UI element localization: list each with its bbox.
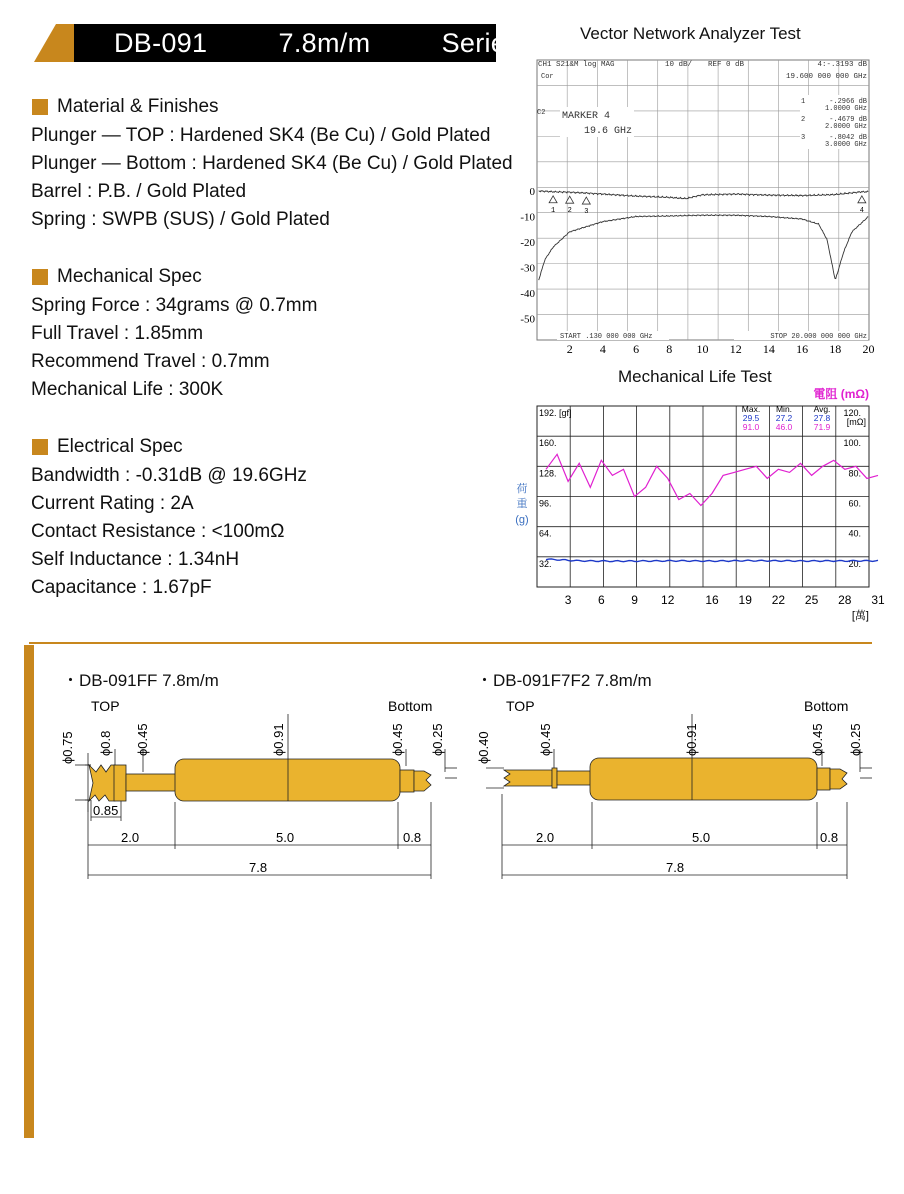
bullet-square-icon (32, 269, 48, 285)
probe-body (504, 758, 847, 800)
bottom-tip (830, 769, 847, 789)
dim-label: ϕ0.45 (538, 723, 553, 756)
life-left-ticks (539, 408, 572, 569)
life-left-tick: 128. (539, 468, 557, 479)
vna-marker-db: -.8042 dB (829, 134, 867, 142)
barrel (175, 759, 400, 801)
spec-line: Plunger — Bottom : Hardened SK4 (Be Cu) / Gold Plated (31, 153, 513, 174)
crown-tip (89, 765, 115, 801)
vna-y-tick: -50 (520, 313, 535, 326)
vna-x-tick: 6 (633, 342, 640, 356)
spec-line: Mechanical Life : 300K (31, 379, 224, 400)
vna-header-scale: 10 dB/ (665, 61, 693, 69)
spec-line: Spring : SWPB (SUS) / Gold Plated (31, 209, 330, 230)
vna-marker-db: -.4679 dB (829, 116, 867, 124)
dim-label: 0.85 (93, 803, 119, 818)
bottom-tip (414, 771, 431, 791)
life-right-tick: 20. (848, 558, 861, 569)
marker-arrow-icon (582, 197, 590, 204)
section-divider (29, 642, 872, 644)
vna-x-tick: 8 (666, 342, 673, 356)
vna-chart-title: Vector Network Analyzer Test (580, 24, 801, 43)
top-plunger-shaft (126, 774, 178, 791)
top-step (552, 768, 557, 788)
life-right-ticks (843, 408, 866, 569)
barrel (590, 758, 817, 800)
dim-label: 0.8 (403, 830, 422, 845)
dim-label: ϕ0.40 (476, 731, 491, 764)
life-left-tick: 192. [gf] (539, 408, 572, 418)
life-x-tick: 3 (564, 593, 572, 607)
life-x-tick: 9 (631, 593, 638, 607)
vna-marker-db: -.2966 dB (829, 98, 867, 106)
life-stats-magenta: 71.9 (813, 422, 831, 432)
bottom-plunger (817, 768, 830, 790)
dim-label: ϕ0.25 (848, 723, 863, 756)
variant-title-f7f2: ・DB-091F7F2 7.8m/m (476, 671, 652, 690)
top-collar (114, 765, 126, 801)
dim-label: ϕ0.8 (98, 730, 113, 756)
marker-arrow-icon (858, 196, 866, 203)
label-top: TOP (506, 698, 535, 714)
vna-x-tick: 18 (829, 342, 842, 356)
bullet-square-icon (32, 439, 48, 455)
variant-title-ff: ・DB-091FF 7.8m/m (62, 671, 219, 690)
dim-label: ϕ0.45 (810, 723, 825, 756)
vna-header-ref: REF 0 dB (708, 61, 745, 69)
vna-marker-freq-val: 3.0000 GHz (824, 141, 867, 149)
vna-y-tick: -30 (520, 262, 535, 275)
page-title: DB-091 7.8m/m Series (114, 28, 520, 58)
probe-drawing-f7f2 (472, 694, 882, 889)
life-stats-magenta: 91.0 (742, 422, 760, 432)
life-left-axis-title: 重 (516, 498, 528, 510)
dim-label: ϕ0.91 (684, 723, 699, 756)
life-stats-blue: 27.2 (775, 413, 793, 423)
life-left-tick: 64. (539, 528, 552, 539)
life-chart (508, 386, 885, 624)
life-x-tick: 19 (738, 593, 752, 607)
vna-x-tick: 4 (599, 342, 606, 356)
life-stats (742, 404, 831, 432)
dim-label: 7.8 (666, 860, 685, 875)
spec-line: Bandwidth : -0.31dB @ 19.6GHz (31, 465, 307, 486)
dim-label: 5.0 (692, 830, 711, 845)
life-left-tick: 32. (539, 558, 552, 569)
vna-y-tick: -20 (520, 237, 535, 249)
spec-line: Spring Force : 34grams @ 0.7mm (31, 295, 318, 316)
spec-line: Recommend Travel : 0.7mm (31, 351, 270, 372)
section-title-electrical: Electrical Spec (32, 436, 183, 458)
vna-trace-s11 (539, 215, 869, 280)
vna-header-marker: 4:-.3193 dB (817, 61, 867, 69)
dim-label: 7.8 (249, 860, 268, 875)
life-chart-title: Mechanical Life Test (618, 367, 772, 386)
dim-label: ϕ0.45 (390, 723, 405, 756)
life-stats-blue: 29.5 (742, 413, 760, 423)
vna-c2: C2 (537, 109, 546, 117)
life-right-tick: 100. (843, 438, 861, 449)
life-x-tick: 16 (705, 593, 719, 607)
life-stats-header: Avg. (813, 404, 831, 414)
spec-line: Plunger — TOP : Hardened SK4 (Be Cu) / Gold Plated (31, 125, 491, 146)
top-plunger-shaft (557, 771, 595, 785)
vna-marker-freq-val: 2.0000 GHz (824, 123, 867, 131)
section-title-material: Material & Finishes (32, 96, 219, 118)
vna-marker-id: 1 (801, 98, 806, 106)
vna-marker-number: 2 (567, 207, 572, 216)
life-left-tick: 96. (539, 498, 552, 509)
vna-marker-label: MARKER 4 (562, 111, 611, 122)
life-right-axis-title: 電阻 (mΩ) (813, 387, 869, 401)
vna-marker-number: 3 (584, 208, 589, 217)
vna-y-tick: -10 (520, 211, 535, 224)
vna-marker-number: 4 (859, 206, 864, 215)
vna-chart (510, 55, 880, 355)
title-bar (34, 24, 520, 62)
vna-marker-id: 2 (801, 116, 806, 124)
vna-marker-freq-val: 1.0000 GHz (824, 105, 867, 113)
dim-label: ϕ0.25 (430, 723, 445, 756)
marker-arrow-icon (549, 196, 557, 203)
spec-line: Barrel : P.B. / Gold Plated (31, 181, 247, 202)
label-bottom: Bottom (388, 698, 433, 714)
label-top: TOP (91, 698, 120, 714)
life-left-axis-title: (g) (515, 514, 529, 526)
spec-line: Contact Resistance : <100mΩ (31, 521, 285, 542)
life-x-tick: 31 (871, 593, 885, 607)
vna-x-tick: 2 (566, 342, 573, 356)
life-x-tick: 22 (771, 593, 786, 607)
dim-label: ϕ0.75 (60, 731, 75, 764)
life-stats-magenta: 46.0 (775, 422, 793, 432)
life-left-axis-title: 荷 (516, 483, 528, 495)
vna-start-label: START .130 000 000 GHz (560, 333, 653, 341)
life-trace-force (546, 559, 878, 562)
bottom-plunger (400, 770, 414, 792)
vna-x-tick: 14 (762, 342, 775, 356)
title-accent (34, 24, 74, 62)
life-stats-header: Min. (775, 404, 793, 414)
vna-x-tick: 20 (862, 342, 875, 356)
vna-y-ticks (520, 186, 535, 326)
vna-header-freq: 19.600 000 000 GHz (785, 73, 867, 81)
life-x-ticks (565, 593, 885, 607)
vna-y-tick: -40 (520, 288, 535, 300)
spec-line: Full Travel : 1.85mm (31, 323, 204, 344)
dim-label: ϕ0.91 (271, 723, 286, 756)
vna-stop-label: STOP 20.000 000 000 GHz (770, 333, 867, 341)
life-grid (537, 406, 869, 587)
section-title-mechanical: Mechanical Spec (32, 266, 202, 288)
vna-marker-freq: 19.6 GHz (584, 126, 633, 137)
vna-trace-s21 (539, 191, 869, 199)
dim-label: 2.0 (121, 830, 140, 845)
dim-label: 0.8 (820, 830, 839, 845)
vna-marker-id: 3 (801, 134, 806, 142)
spec-line: Capacitance : 1.67pF (31, 577, 212, 598)
life-x-unit: [萬] (851, 610, 869, 622)
vna-cor: Cor (541, 73, 554, 81)
top-tip (504, 770, 552, 786)
life-left-tick: 160. (539, 438, 557, 449)
bullet-square-icon (32, 99, 48, 115)
vna-x-tick: 12 (729, 342, 742, 356)
life-trace-resistance (546, 454, 878, 505)
life-right-tick: 40. (848, 528, 861, 539)
left-rail (24, 645, 34, 1138)
life-right-tick: 60. (848, 498, 861, 509)
life-x-tick: 12 (661, 593, 675, 607)
life-x-tick: 6 (597, 593, 605, 607)
dim-label: 5.0 (276, 830, 295, 845)
spec-line: Current Rating : 2A (31, 493, 194, 514)
life-right-tick: 120. (843, 408, 861, 418)
vna-x-ticks (567, 342, 875, 356)
probe-body (89, 759, 431, 801)
vna-x-tick: 16 (796, 342, 809, 356)
life-right-tick-unit: [mΩ] (846, 417, 866, 427)
life-stats-blue: 27.8 (813, 413, 831, 423)
life-x-tick: 28 (838, 593, 852, 607)
life-stats-header: Max. (741, 404, 761, 414)
life-x-tick: 25 (804, 593, 819, 607)
life-lines (546, 454, 878, 561)
vna-x-tick: 10 (696, 342, 709, 356)
probe-drawing-ff (55, 694, 465, 889)
vna-y-tick: 0 (529, 186, 535, 198)
label-bottom: Bottom (804, 698, 849, 714)
spec-line: Self Inductance : 1.34nH (31, 549, 240, 570)
vna-marker-number: 1 (550, 206, 556, 215)
vna-header-left: CH1 S21&M log MAG (538, 61, 615, 69)
dim-label: 2.0 (536, 830, 555, 845)
dim-label: ϕ0.45 (135, 723, 150, 756)
life-right-tick: 80. (848, 468, 861, 479)
